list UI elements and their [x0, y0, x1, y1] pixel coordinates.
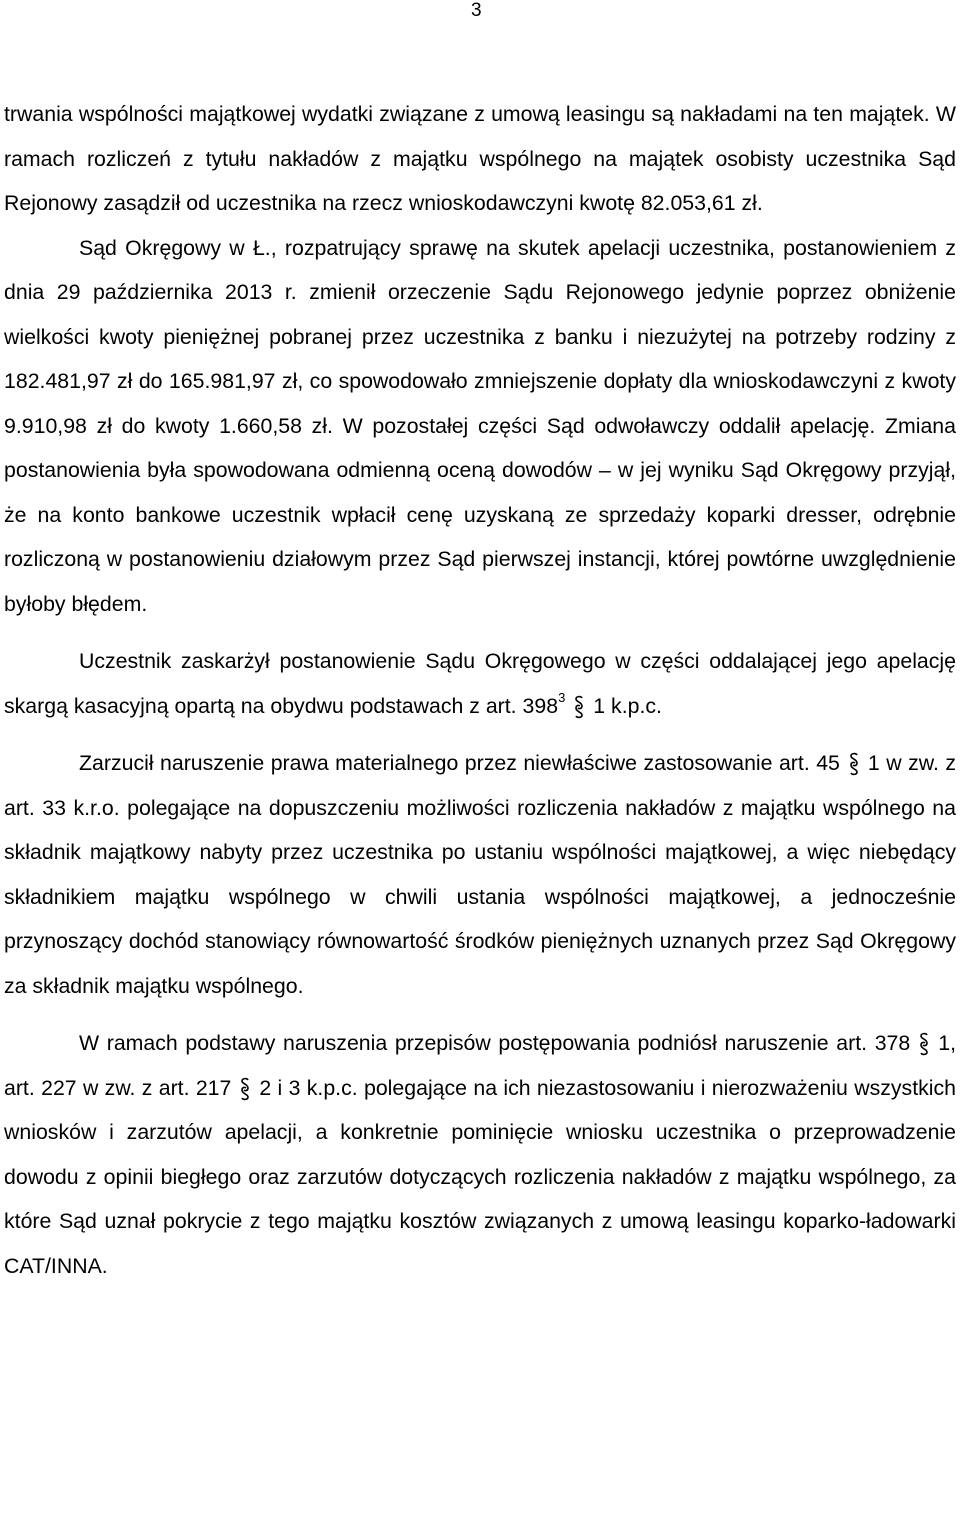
paragraph-3-text-b: 1 k.p.c. [593, 693, 662, 718]
paragraph-5-text-c: 2 i 3 k.p.c. polegające na ich niezastosowaniu i nierozważeniu wszystkich wniosków i zarzutów apelacji, a konkretnie pominięcie wniosku uczestnika o przeprowadzenie dowodu z opinii biegłego oraz zarzutów dotyczących rozliczenia nakładów z majątku wspólnego, za które Sąd uznał pokrycie z tego majątku kosztów związanych z umową leasingu koparko-ładowarki CAT/INNA. [4, 1075, 956, 1278]
paragraph-3-text-a: Uczestnik zaskarżył postanowienie Sądu Okręgowego w części oddalającej jego apelację skargą kasacyjną opartą na obydwu podstawach z art. 398 [4, 649, 956, 718]
paragraph-5 [4, 1021, 956, 1288]
superscript-3: 3 [558, 690, 566, 706]
paragraph-1: trwania wspólności majątkowej wydatki związane z umową leasingu są nakładami na ten majątek. W ramach rozliczeń z tytułu nakładów z majątku wspólnego na majątek osobisty uczestnika Sąd Rejonowy zasądził od uczestnika na rzecz wnioskodawczyni kwotę 82.053,61 zł. [4, 102, 956, 215]
paragraph-4 [4, 741, 956, 1008]
paragraph-5-text-a: W ramach podstawy naruszenia przepisów postępowania podniósł naruszenie art. 378 [79, 1031, 911, 1055]
section-sign-icon [848, 752, 860, 776]
document-body [4, 92, 956, 1288]
paragraph-2: Sąd Okręgowy w Ł., rozpatrujący sprawę na skutek apelacji uczestnika, postanowieniem z dnia 29 października 2013 r. zmienił orzeczenie Sądu Rejonowego jedynie poprzez obniżenie wielkości kwoty pieniężnej pobranej przez uczestnika z banku i niezużytej na potrzeby rodziny z 182.481,97 zł do 165.981,97 zł, co spowodowało zmniejszenie dopłaty dla wnioskodawczyni z kwoty 9.910,98 zł do kwoty 1.660,58 zł. W pozostałej części Sąd odwoławczy oddalił apelację. Zmiana postanowienia była spowodowana odmienną oceną dowodów – w jej wyniku Sąd Okręgowy przyjął, że na konto bankowe uczestnik wpłacił cenę uzyskaną ze sprzedaży koparki dresser, odrębnie rozliczoną w postanowieniu działowym przez Sąd pierwszej instancji, której powtórne uwzględnienie byłoby błędem. [4, 235, 956, 616]
paragraph-4-text-b: 1 w zw. z art. 33 k.r.o. polegające na dopuszczeniu możliwości rozliczenia nakładów z majątku wspólnego na składnik majątkowy nabyty przez uczestnika po ustaniu wspólności majątkowej, a więc niebędący składnikiem majątku wspólnego w chwili ustania wspólności majątkowej, a jednocześnie przynoszący dochód stanowiący równowartość środków pieniężnych uznanych przez Sąd Okręgowy za składnik majątku wspólnego. [4, 751, 956, 998]
paragraph-5-text-b: 1, art. 227 w zw. z art. 217 [4, 1031, 956, 1100]
paragraph-3 [4, 639, 956, 728]
page-number: 3 [471, 0, 482, 21]
section-sign-icon [573, 695, 585, 719]
section-sign-icon [918, 1032, 930, 1056]
section-sign-icon [239, 1077, 251, 1101]
paragraph-4-text-a: Zarzucił naruszenie prawa materialnego przez niewłaściwe zastosowanie art. 45 [79, 751, 840, 775]
